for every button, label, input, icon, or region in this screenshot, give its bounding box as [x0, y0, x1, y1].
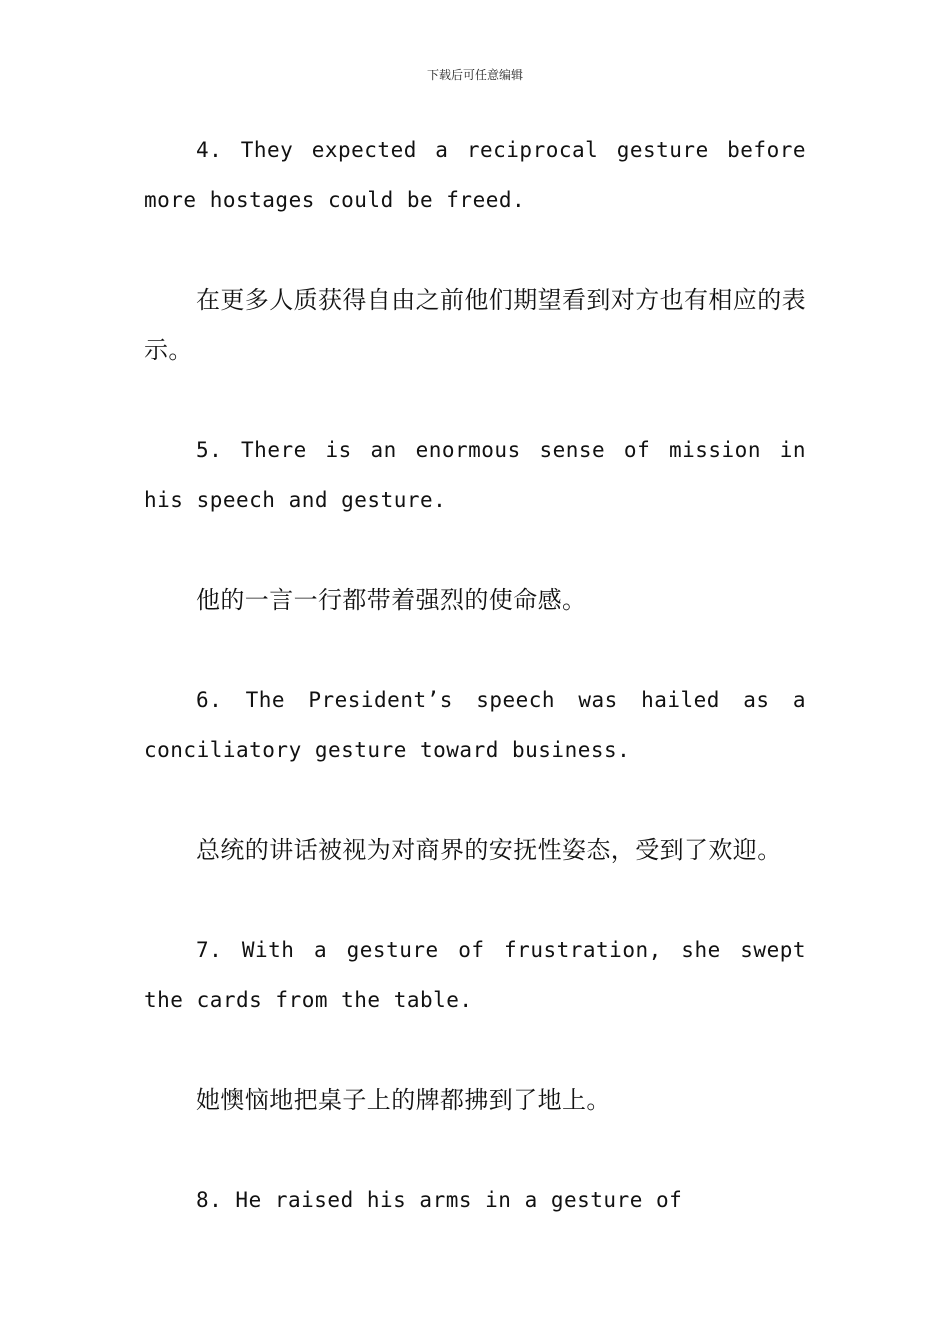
sentence-5-english: 5. There is an enormous sense of mission in his speech and gesture.: [144, 438, 806, 512]
sentence-6-chinese: 总统的讲话被视为对商界的安抚性姿态，受到了欢迎。: [196, 836, 782, 864]
sentence-7-chinese: 她懊恼地把桌子上的牌都拂到了地上。: [196, 1086, 611, 1114]
paragraph-gap: [144, 625, 806, 675]
paragraph-gap: [144, 875, 806, 925]
paragraph-gap: [144, 775, 806, 825]
sentence-5-chinese: 他的一言一行都带着强烈的使命感。: [196, 586, 587, 614]
sentence-6-english: 6. The President’s speech was hailed as a conciliatory gesture toward business.: [144, 688, 806, 762]
paragraph-gap: [144, 1125, 806, 1175]
paragraph-gap: [144, 375, 806, 425]
paragraph-gap: [144, 525, 806, 575]
sentence-4-chinese: 在更多人质获得自由之前他们期望看到对方也有相应的表示。: [144, 286, 806, 364]
sentence-4-english: 4. They expected a reciprocal gesture before more hostages could be freed.: [144, 138, 806, 212]
sentence-8-english: 8. He raised his arms in a gesture of: [196, 1188, 683, 1212]
paragraph-gap: [144, 1025, 806, 1075]
sentence-7-english: 7. With a gesture of frustration, she swept the cards from the table.: [144, 938, 806, 1012]
paragraph-gap: [144, 225, 806, 275]
page-header-note: 下载后可任意编辑: [426, 68, 523, 82]
document-body: [144, 125, 806, 1225]
